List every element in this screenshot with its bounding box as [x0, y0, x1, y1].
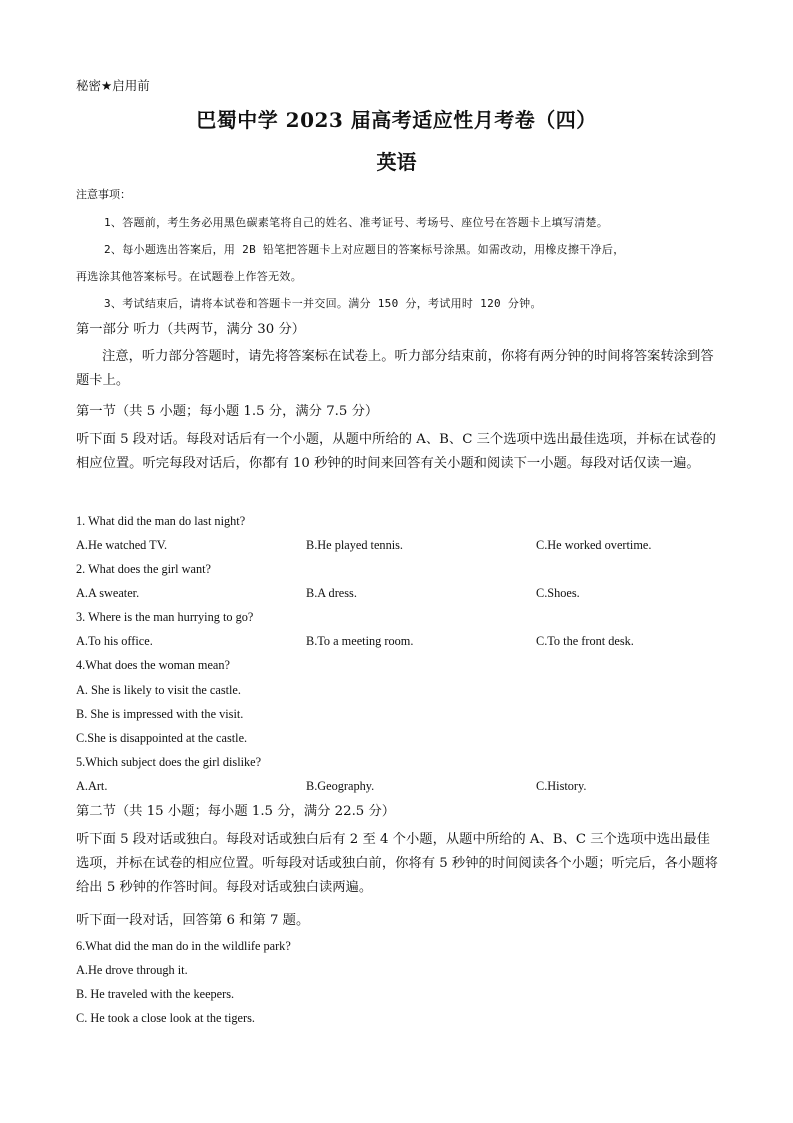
- secret-label: 秘密★启用前: [76, 78, 150, 93]
- question-1-option-a: A.He watched TV.: [76, 538, 168, 552]
- part1-heading: 第一部分 听力（共两节，满分 30 分）: [76, 322, 306, 337]
- question-6-option-a: A.He drove through it.: [76, 963, 188, 977]
- question-6: 6.What did the man do in the wildlife park?: [76, 939, 291, 953]
- question-4-option-b: B. She is impressed with the visit.: [76, 707, 244, 721]
- question-1-option-b: B.He played tennis.: [306, 538, 403, 552]
- question-5-option-a: A.Art.: [76, 779, 108, 793]
- notice-list: [76, 209, 719, 317]
- part1-instruction: 注意，听力部分答题时，请先将答案标在试卷上。听力部分结束前，你将有两分钟的时间将答案转涂到答题卡上。: [76, 349, 714, 388]
- question-1: 1. What did the man do last night?: [76, 514, 246, 528]
- section2-instruction: 听下面 5 段对话或独白。每段对话或独白后有 2 至 4 个小题，从题中所给的 A、B、C 三个选项中选出最佳选项，并标在试卷的相应位置。听每段对话或独白前，你将有 5 秒钟的时间阅读各个小题；听完后，各小题将给出 5 秒钟的作答时间。每段对话或独白读两遍。: [76, 832, 718, 895]
- question-2-option-b: B.A dress.: [306, 586, 357, 600]
- question-3-option-c: C.To the front desk.: [536, 634, 634, 648]
- question-1-option-c: C.He worked overtime.: [536, 538, 652, 552]
- exam-title: 巴蜀中学 2023 届高考适应性月考卷（四）: [196, 108, 597, 132]
- question-6-option-b: B. He traveled with the keepers.: [76, 987, 235, 1001]
- section2-heading: 第二节（共 15 小题；每小题 1.5 分，满分 22.5 分）: [76, 804, 396, 819]
- question-6-option-c: C. He took a close look at the tigers.: [76, 1011, 255, 1025]
- section1-instruction-block: [76, 428, 719, 476]
- question-4-option-a: A. She is likely to visit the castle.: [76, 683, 241, 697]
- part1-instruction-block: [76, 345, 719, 393]
- dialog-intro: 听下面一段对话，回答第 6 和第 7 题。: [76, 913, 310, 928]
- question-4-option-c: C.She is disappointed at the castle.: [76, 731, 248, 745]
- question-3-option-b: B.To a meeting room.: [306, 634, 414, 648]
- notice-heading: 注意事项：: [76, 188, 131, 201]
- notice-item-1: 1、答题前，考生务必用黑色碳素笔将自己的姓名、准考证号、考场号、座位号在答题卡上填写清楚。: [104, 216, 609, 229]
- question-2-option-c: C.Shoes.: [536, 586, 580, 600]
- section2-instruction-block: [76, 828, 719, 900]
- question-4: 4.What does the woman mean?: [76, 658, 230, 672]
- question-2-option-a: A.A sweater.: [76, 586, 140, 600]
- question-5-option-c: C.History.: [536, 779, 587, 793]
- section1-heading: 第一节（共 5 小题；每小题 1.5 分，满分 7.5 分）: [76, 404, 379, 419]
- question-2: 2. What does the girl want?: [76, 562, 212, 576]
- section1-instruction: 听下面 5 段对话。每段对话后有一个小题，从题中所给的 A、B、C 三个选项中选出最佳选项，并标在试卷的相应位置。听完每段对话后，你都有 10 秒钟的时间来回答有关小题和阅读下一小题。每段对话仅读一遍。: [76, 432, 716, 471]
- notice-item-2-line-1: 2、每小题选出答案后，用 2B 铅笔把答题卡上对应题目的答案标号涂黑。如需改动，用橡皮擦干净后，: [104, 243, 625, 256]
- question-5: 5.Which subject does the girl dislike?: [76, 755, 262, 769]
- question-5-option-b: B.Geography.: [306, 779, 375, 793]
- question-3: 3. Where is the man hurrying to go?: [76, 610, 254, 624]
- notice-item-2-line-2: 再选涂其他答案标号。在试题卷上作答无效。: [76, 270, 302, 283]
- notice-item-3: 3、考试结束后，请将本试卷和答题卡一并交回。满分 150 分，考试用时 120 分钟。: [104, 297, 542, 310]
- question-3-option-a: A.To his office.: [76, 634, 153, 648]
- subject-title: 英语: [376, 150, 417, 174]
